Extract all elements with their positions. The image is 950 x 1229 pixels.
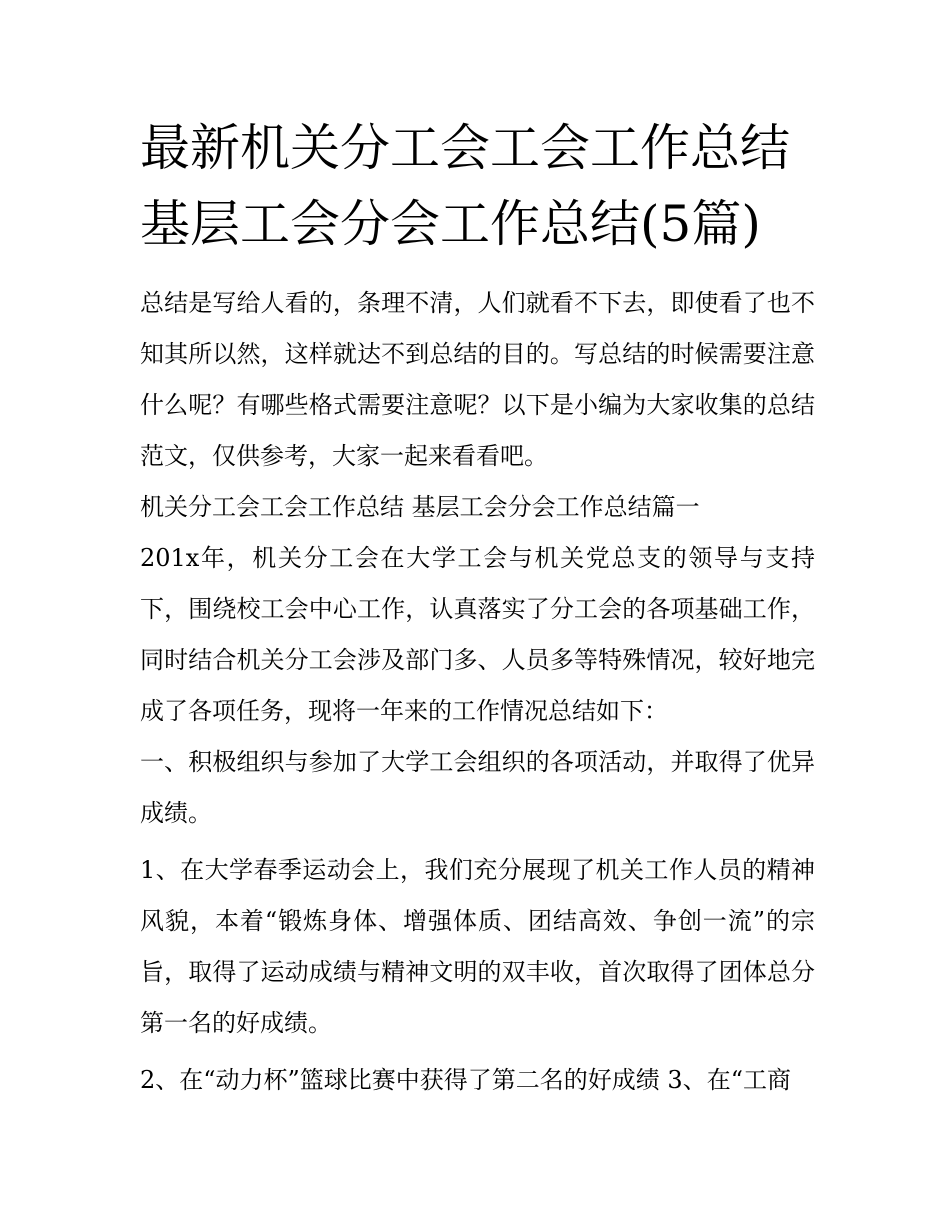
body-paragraph-4: 2、在“动力杯”篮球比赛中获得了第二名的好成绩 3、在“工商	[140, 1066, 791, 1094]
document-page	[140, 110, 815, 1106]
body-paragraph-2: 一、积极组织与参加了大学工会组织的各项活动，并取得了优异成绩。	[140, 748, 815, 827]
document-title	[140, 110, 815, 262]
body-paragraph-3: 1、在大学春季运动会上，我们充分展现了机关工作人员的精神风貌，本着“锻炼身体、增强体质、团结高效、争创一流”的宗旨，取得了运动成绩与精神文明的双丰收，首次取得了团体总分第一名的好成绩。	[140, 856, 815, 1037]
body-paragraph-1: 201x年，机关分工会在大学工会与机关党总支的领导与支持下，围绕校工会中心工作，认真落实了分工会的各项基础工作，同时结合机关分工会涉及部门多、人员多等特殊情况，较好地完成了各项任务，现将一年来的工作情况总结如下：	[140, 544, 815, 725]
section-heading: 机关分工会工会工作总结 基层工会分会工作总结篇一	[140, 493, 700, 521]
intro-paragraph: 总结是写给人看的，条理不清，人们就看不下去，即使看了也不知其所以然，这样就达不到总结的目的。写总结的时候需要注意什么呢？有哪些格式需要注意呢？以下是小编为大家收集的总结范文，仅供参考，大家一起来看看吧。	[140, 289, 815, 470]
title-line-1: 最新机关分工会工会工作总结	[140, 119, 790, 177]
title-line-2: 基层工会分会工作总结(5篇)	[140, 195, 761, 253]
